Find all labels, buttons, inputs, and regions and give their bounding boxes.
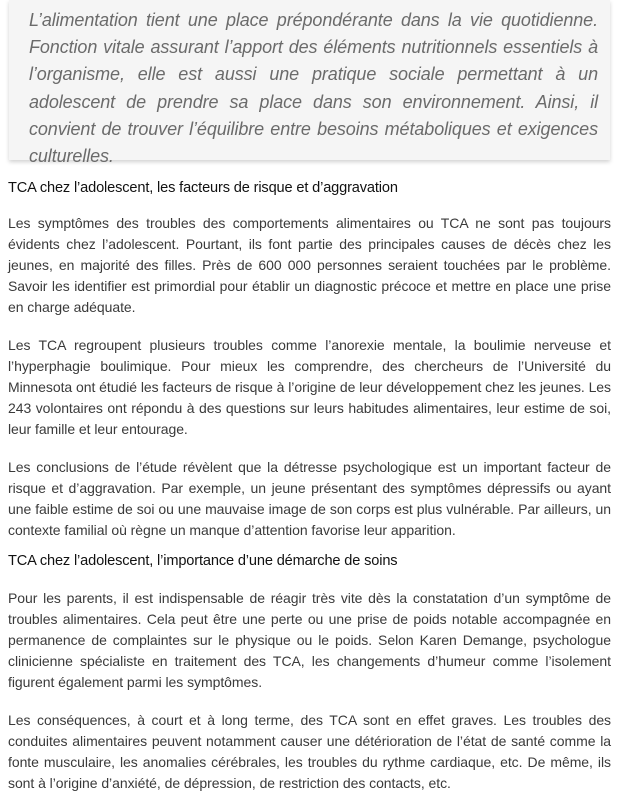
paragraph-tca-types: Les TCA regroupent plusieurs troubles comme l’anorexie mentale, la boulimie nerveuse et l’hyperphagie boulimique. Pour mieux les comprendre, des chercheurs de l’Université du Minnesota ont étudié les facteurs de risque à l’origine de leur développement chez les jeunes. Les 243 volontaires ont répondu à des questions sur leurs habitudes alimentaires, leur estime de soi, leur famille et leur entourage.	[8, 337, 611, 437]
paragraph-consequences: Les conséquences, à court et à long terme, des TCA sont en effet graves. Les troubles des conduites alimentaires peuvent notamment causer une détérioration de l’état de santé comme la fonte musculaire, les anomalies cérébrales, les troubles du rythme cardiaque, etc. De même, ils sont à l’origine d’anxiété, de dépression, de restriction des contacts, etc.	[8, 712, 611, 791]
paragraph-symptoms: Les symptômes des troubles des comportements alimentaires ou TCA ne sont pas toujours évidents chez l’adolescent. Pourtant, ils font partie des principales causes de décès chez les jeunes, en majorité des filles. Près de 600 000 personnes seraient touchées par le problème. Savoir les identifier est primordial pour établir un diagnostic précoce et mettre en place une prise en charge adéquate.	[8, 215, 611, 315]
paragraph-parents: Pour les parents, il est indispensable de réagir très vite dès la constatation d’un symptôme de troubles alimentaires. Cela peut être une perte ou une prise de poids notable accompagnée en permanence de complaintes sur le physique ou le poids. Selon Karen Demange, psychologue clinicienne spécialiste en traitement des TCA, les changements d’humeur comme l’isolement figurent également parmi les symptômes.	[8, 590, 611, 690]
intro-text: L’alimentation tient une place prépondérante dans la vie quotidienne. Fonction vitale assurant l’apport des éléments nutritionnels essentiels à l’organisme, elle est aussi une pratique sociale permettant à un adolescent de prendre sa place dans son environnement. Ainsi, il convient de trouver l’équilibre entre besoins métaboliques et exigences culturelles.	[29, 10, 598, 167]
section-heading-risk-factors: TCA chez l’adolescent, les facteurs de risque et d’aggravation	[8, 180, 398, 196]
section-heading-care: TCA chez l’adolescent, l’importance d’une démarche de soins	[8, 553, 398, 569]
article-body	[8, 178, 611, 794]
intro-blockquote	[9, 0, 610, 167]
paragraph-study-conclusions: Les conclusions de l’étude révèlent que la détresse psychologique est un important facteur de risque et d’aggravation. Par exemple, un jeune présentant des symptômes dépressifs ou ayant une faible estime de soi ou une mauvaise image de son corps est plus vulnérable. Par ailleurs, un contexte familial où règne un manque d’attention favorise leur apparition.	[8, 459, 611, 538]
